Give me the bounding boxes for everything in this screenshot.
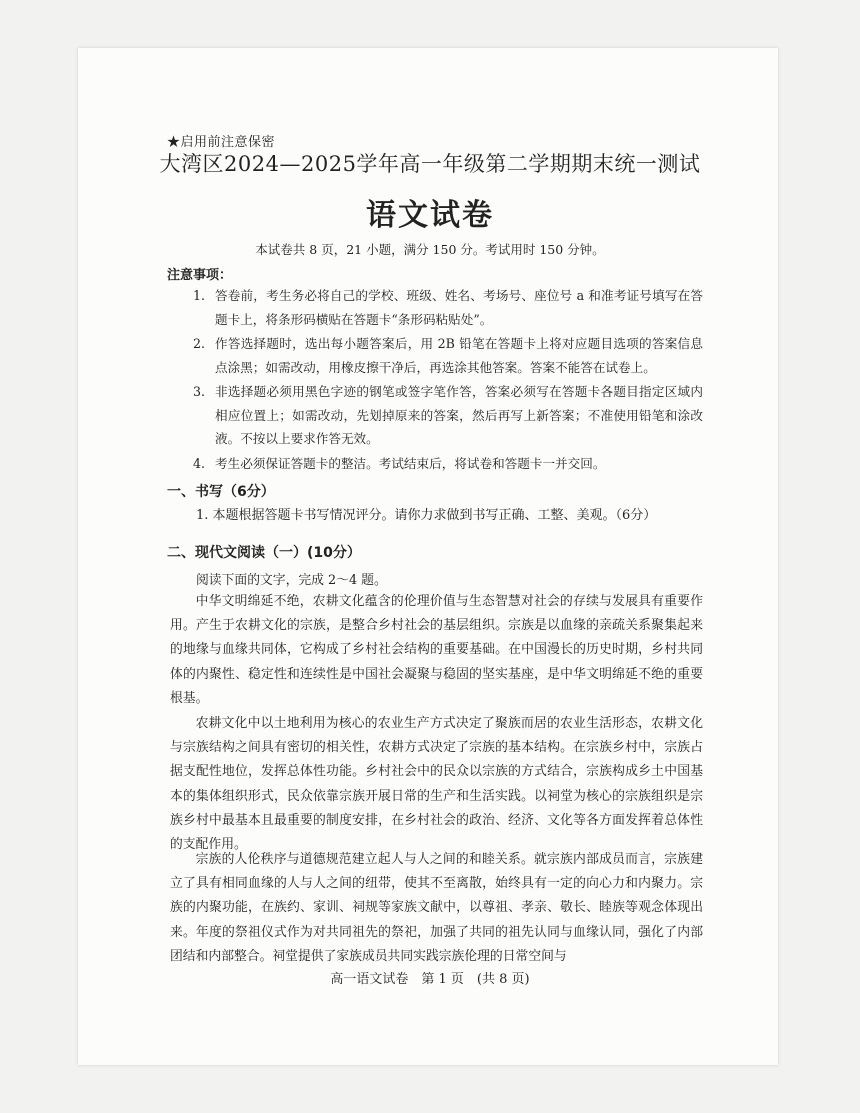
note-item [193, 452, 703, 476]
question-1: 1. 本题根据答题卡书写情况评分。请你力求做到书写正确、工整、美观。（6分） [196, 508, 657, 523]
note-text: 答卷前，考生务必将自己的学校、班级、姓名、考场号、座位号 a 和准考证号填写在答题卡上，将条形码横贴在答题卡“条形码粘贴处”。 [215, 288, 703, 327]
passage-paragraph: 宗族的人伦秩序与道德规范建立起人与人之间的和睦关系。就宗族内部成员而言，宗族建立了具有相同血缘的人与人之间的纽带，使其不至离散，始终具有一定的向心力和内聚力。宗族的内聚功能，在族约、家训、祠规等家族文献中，以尊祖、孝亲、敬长、睦族等观念体现出来。年度的祭祖仪式作为对共同祖先的祭祀，加强了共同的祖先认同与血缘认同，强化了内部团结和内部整合。祠堂提供了家族成员共同实践宗族伦理的日常空间与 [170, 852, 703, 964]
passage-paragraph: 农耕文化中以土地利用为核心的农业生产方式决定了聚族而居的农业生活形态，农耕文化与宗族结构之间具有密切的相关性，农耕方式决定了宗族的基本结构。在宗族乡村中，宗族占据支配性地位，发挥总体性功能。乡村社会中的民众以宗族的方式结合，宗族构成乡土中国基本的集体组织形式，民众依靠宗族开展日常的生产和生活实践。以祠堂为核心的宗族组织是宗族乡村中最基本且最重要的制度安排，在乡村社会的政治、经济、文化等各方面发挥着总体性的支配作用。 [170, 716, 703, 853]
note-item [193, 380, 703, 451]
note-item [193, 332, 703, 379]
note-number: 3. [193, 384, 206, 399]
passage-paragraph: 中华文明绵延不绝，农耕文化蕴含的伦理价值与生态智慧对社会的存续与发展具有重要作用。产生于农耕文化的宗族，是整合乡村社会的基层组织。宗族是以血缘的亲疏关系聚集起来的地缘与血缘共同体，它构成了乡村社会结构的重要基础。在中国漫长的历史时期，乡村共同体的内聚性、稳定性和连续性是中国社会凝聚与稳固的坚实基座，是中华文明绵延不绝的重要根基。 [170, 594, 703, 706]
subject-title: 语文试卷 [366, 198, 494, 233]
section-1-heading: 一、书写（6分） [167, 484, 275, 500]
section-2-heading: 二、现代文阅读（一）(10分） [167, 545, 361, 561]
notes-heading: 注意事项： [167, 268, 233, 283]
confidential-mark: ★启用前注意保密 [167, 135, 276, 150]
note-text: 非选择题必须用黑色字迹的钢笔或签字笔作答，答案必须写在答题卡各题目指定区域内相应位置上；如需改动，先划掉原来的答案，然后再写上新答案；不准使用铅笔和涂改液。不按以上要求作答无效。 [215, 384, 703, 446]
exam-title: 大湾区2024—2025学年高一年级第二学期期末统一测试 [159, 152, 701, 176]
note-text: 考生必须保证答题卡的整洁。考试结束后，将试卷和答题卡一并交回。 [215, 455, 606, 471]
notes-list [193, 284, 703, 476]
note-number: 4. [193, 455, 206, 471]
reading-instruction: 阅读下面的文字，完成 2～4 题。 [196, 573, 387, 588]
page-footer: 高一语文试卷 第 1 页 (共 8 页) [330, 972, 530, 987]
exam-info: 本试卷共 8 页，21 小题，满分 150 分。考试用时 150 分钟。 [255, 242, 605, 257]
note-number: 1. [193, 288, 206, 303]
note-item [193, 284, 703, 331]
note-text: 作答选择题时，选出每小题答案后，用 2B 铅笔在答题卡上将对应题目选项的答案信息点涂黑；如需改动，用橡皮擦干净后，再选涂其他答案。答案不能答在试卷上。 [215, 336, 703, 375]
note-number: 2. [193, 336, 206, 351]
